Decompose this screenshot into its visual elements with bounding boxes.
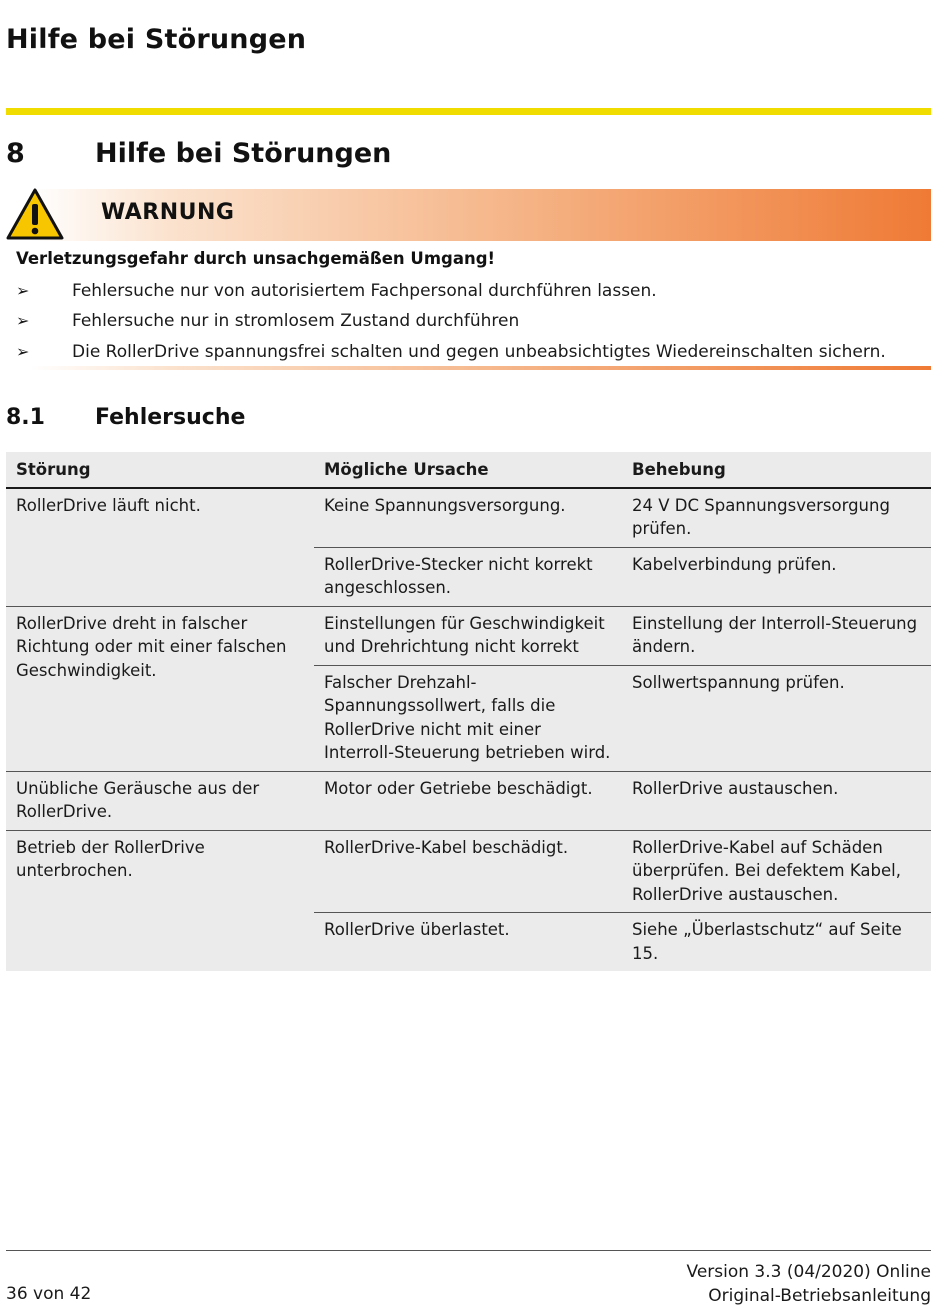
footer-info [687, 1260, 931, 1308]
table-row [6, 771, 931, 830]
table-row [6, 488, 931, 548]
remedy-cell: Kabelverbindung prüfen. [622, 547, 931, 606]
column-header-remedy: Behebung [622, 452, 931, 488]
table-row [6, 830, 931, 913]
column-header-fault: Störung [6, 452, 314, 488]
fault-cell: RollerDrive läuft nicht. [6, 488, 314, 607]
cause-cell: Motor oder Getriebe beschädigt. [314, 771, 622, 830]
warning-triangle-icon [5, 187, 65, 241]
page-number: 36 von 42 [6, 1284, 92, 1304]
column-header-cause: Mögliche Ursache [314, 452, 622, 488]
remedy-cell: RollerDrive-Kabel auf Schäden überprüfen. Bei defektem Kabel, RollerDrive austauschen. [622, 830, 931, 913]
remedy-cell: Siehe „Überlastschutz“ auf Seite 15. [622, 913, 931, 972]
troubleshooting-table [6, 452, 931, 971]
remedy-cell: 24 V DC Spannungsversorgung prüfen. [622, 488, 931, 548]
section-title: Fehlersuche [95, 405, 246, 430]
version-text: Version 3.3 (04/2020) Online [686, 1262, 931, 1282]
bullet-arrow-icon: ➢ [16, 342, 30, 361]
section-number: 8.1 [6, 405, 45, 430]
cause-cell: RollerDrive-Kabel beschädigt. [314, 830, 622, 913]
bullet-arrow-icon: ➢ [16, 311, 30, 330]
cause-cell: Einstellungen für Geschwindigkeit und Drehrichtung nicht korrekt [314, 606, 622, 665]
bullet-arrow-icon: ➢ [16, 281, 30, 300]
document-type: Original-Betriebsanleitung [708, 1286, 931, 1306]
footer-divider [6, 1250, 931, 1251]
chapter-number: 8 [6, 138, 25, 169]
warning-subtitle: Verletzungsgefahr durch unsachgemäßen Umgang! [16, 249, 496, 268]
warning-bullet-text: Die RollerDrive spannungsfrei schalten und gegen unbeabsichtigtes Wiedereinschalten sichern. [72, 342, 886, 362]
warning-label: WARNUNG [101, 200, 235, 225]
cause-cell: Keine Spannungsversorgung. [314, 488, 622, 548]
header-divider [6, 108, 931, 115]
fault-cell: RollerDrive dreht in falscher Richtung oder mit einer falschen Geschwindigkeit. [6, 606, 314, 771]
running-header: Hilfe bei Störungen [6, 24, 307, 55]
warning-bullet-text: Fehlersuche nur in stromlosem Zustand durchführen [72, 311, 520, 331]
warning-bullet-text: Fehlersuche nur von autorisiertem Fachpersonal durchführen lassen. [72, 281, 657, 301]
chapter-title: Hilfe bei Störungen [95, 138, 392, 169]
remedy-cell: Einstellung der Interroll-Steuerung ändern. [622, 606, 931, 665]
warning-bottom-rule [30, 366, 931, 370]
remedy-cell: Sollwertspannung prüfen. [622, 665, 931, 771]
table-header-row [6, 452, 931, 488]
fault-cell: Unübliche Geräusche aus der RollerDrive. [6, 771, 314, 830]
remedy-cell: RollerDrive austauschen. [622, 771, 931, 830]
table-row [6, 606, 931, 665]
cause-cell: Falscher Drehzahl-Spannungssollwert, falls die RollerDrive nicht mit einer Interroll-Steuerung betrieben wird. [314, 665, 622, 771]
cause-cell: RollerDrive-Stecker nicht korrekt angeschlossen. [314, 547, 622, 606]
cause-cell: RollerDrive überlastet. [314, 913, 622, 972]
fault-cell: Betrieb der RollerDrive unterbrochen. [6, 830, 314, 971]
